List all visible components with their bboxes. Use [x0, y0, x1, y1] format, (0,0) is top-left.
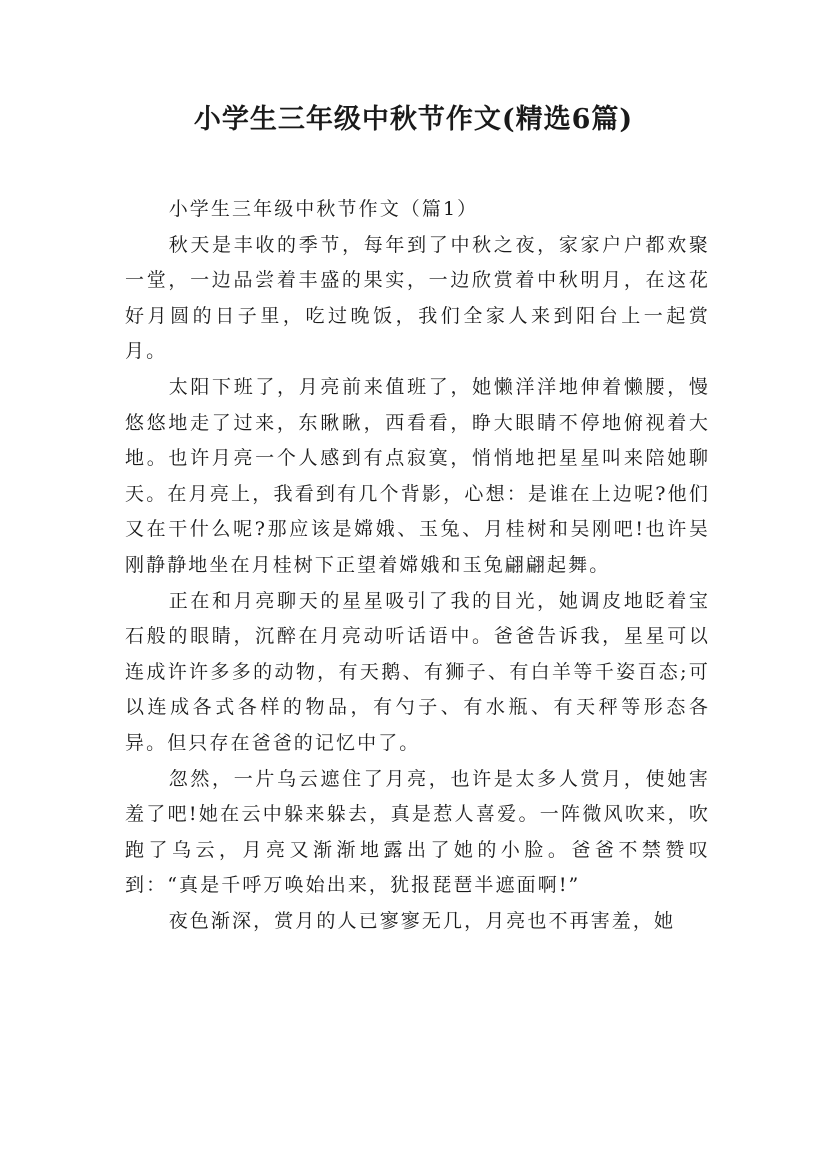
- paragraph: 正在和月亮聊天的星星吸引了我的目光，她调皮地眨着宝石般的眼睛，沉醉在月亮动听话语中。爸爸告诉我，星星可以连成许许多多的动物，有天鹅、有狮子、有白羊等千姿百态;可以连成各式各样的物品，有勺子、有水瓶、有天秤等形态各异。但只存在爸爸的记忆中了。: [125, 589, 710, 754]
- paragraph: 忽然，一片乌云遮住了月亮，也许是太多人赏月，使她害羞了吧!她在云中躲来躲去，真是惹人喜爱。一阵微风吹来，吹跑了乌云，月亮又渐渐地露出了她的小脸。爸爸不禁赞叹到：“真是千呼万唤始出来，犹报琵琶半遮面啊!”: [125, 767, 710, 897]
- document-body: [125, 192, 710, 939]
- document-title: 小学生三年级中秋节作文(精选6篇): [193, 104, 634, 135]
- section-heading: 小学生三年级中秋节作文（篇1）: [168, 198, 479, 220]
- paragraph: 秋天是丰收的季节，每年到了中秋之夜，家家户户都欢聚一堂，一边品尝着丰盛的果实，一边欣赏着中秋明月，在这花好月圆的日子里，吃过晚饭，我们全家人来到阳台上一起赏月。: [125, 233, 710, 363]
- paragraph: 夜色渐深，赏月的人已寥寥无几，月亮也不再害羞，她: [168, 909, 676, 932]
- paragraph: 太阳下班了，月亮前来值班了，她懒洋洋地伸着懒腰，慢悠悠地走了过来，东瞅瞅，西看看，睁大眼睛不停地俯视着大地。也许月亮一个人感到有点寂寞，悄悄地把星星叫来陪她聊天。在月亮上，我看到有几个背影，心想：是谁在上边呢?他们又在干什么呢?那应该是嫦娥、玉兔、月桂树和吴刚吧!也许吴刚静静地坐在月桂树下正望着嫦娥和玉兔翩翩起舞。: [125, 375, 710, 576]
